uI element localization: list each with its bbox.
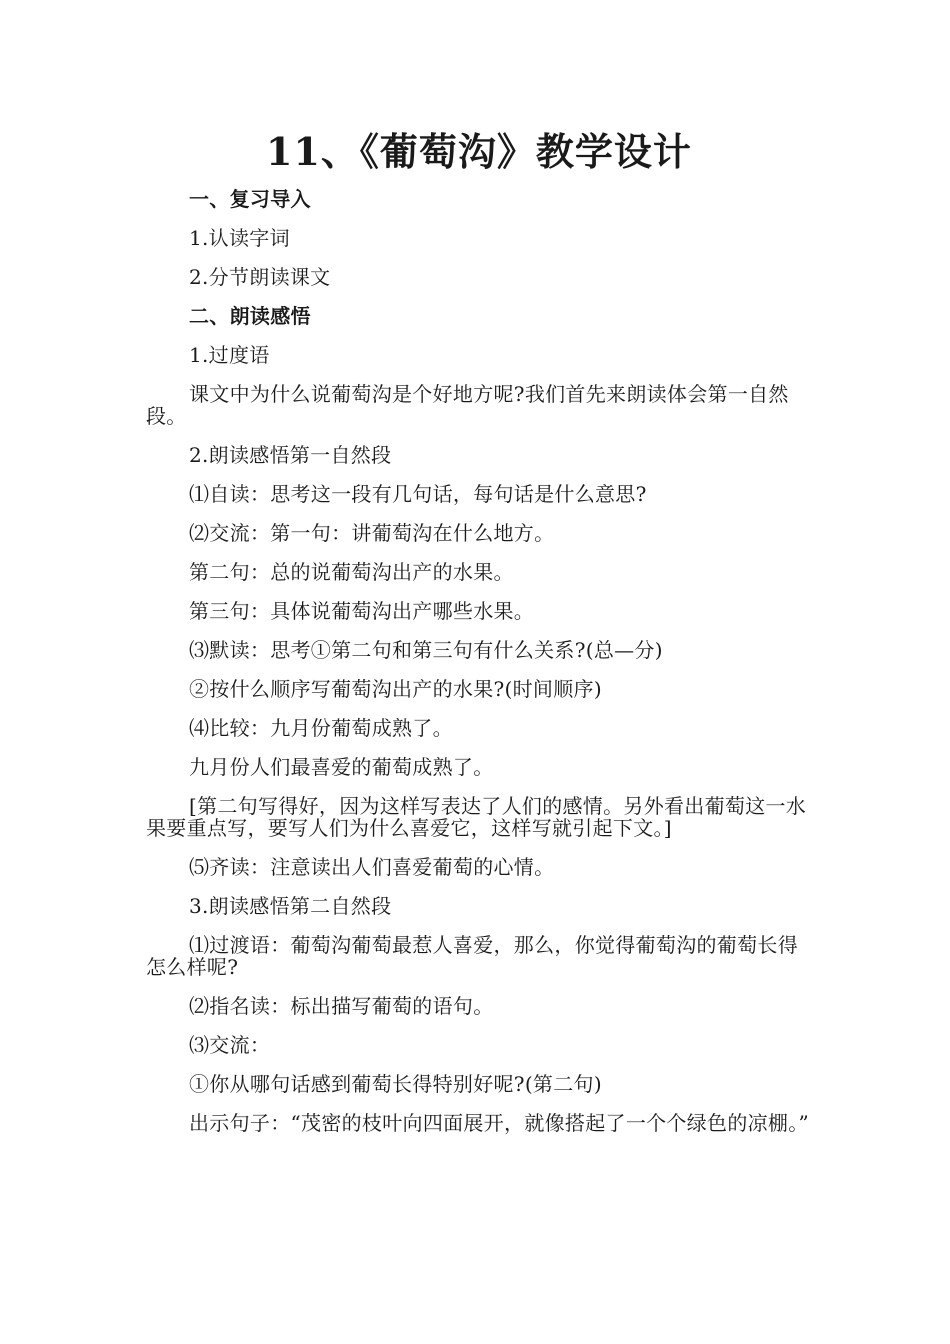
body-paragraph: 出示句子：“茂密的枝叶向四面展开，就像搭起了一个个绿色的凉棚。” — [189, 1111, 810, 1135]
document-body — [146, 188, 812, 1134]
body-paragraph: 2.分节朗读课文 — [189, 265, 331, 289]
body-paragraph: ⑶默读：思考①第二句和第三句有什么关系?(总—分) — [189, 638, 663, 662]
section-heading: 二、朗读感悟 — [189, 304, 311, 328]
body-paragraph: 1.过度语 — [189, 343, 270, 367]
body-paragraph: ⑸齐读：注意读出人们喜爱葡萄的心情。 — [189, 855, 555, 879]
body-paragraph: ⑶交流： — [189, 1033, 271, 1057]
body-paragraph: 3.朗读感悟第二自然段 — [189, 894, 392, 918]
section-heading: 一、复习导入 — [189, 187, 311, 211]
body-paragraph: 九月份人们最喜爱的葡萄成熟了。 — [189, 755, 494, 779]
body-paragraph: ⑷比较：九月份葡萄成熟了。 — [189, 716, 453, 740]
document-title: 11、《葡萄沟》教学设计 — [266, 129, 692, 174]
document-page — [146, 124, 812, 1151]
body-paragraph: 1.认读字词 — [189, 226, 290, 250]
body-paragraph: 第三句：具体说葡萄沟出产哪些水果。 — [189, 599, 535, 623]
body-paragraph: ②按什么顺序写葡萄沟出产的水果?(时间顺序) — [189, 677, 602, 701]
body-paragraph: ⑵指名读：标出描写葡萄的语句。 — [189, 994, 494, 1018]
body-paragraph: ①你从哪句话感到葡萄长得特别好呢?(第二句) — [189, 1072, 602, 1096]
body-paragraph: ⑴过渡语：葡萄沟葡萄最惹人喜爱，那么，你觉得葡萄沟的葡萄长得怎么样呢? — [146, 933, 798, 979]
body-paragraph: ⑴自读：思考这一段有几句话，每句话是什么意思? — [189, 482, 647, 506]
body-paragraph: ⑵交流：第一句：讲葡萄沟在什么地方。 — [189, 521, 555, 545]
body-paragraph: [第二句写得好，因为这样写表达了人们的感情。另外看出葡萄这一水果要重点写，要写人们为什么喜爱它，这样写就引起下文。] — [146, 794, 807, 840]
body-paragraph: 第二句：总的说葡萄沟出产的水果。 — [189, 560, 514, 584]
body-paragraph: 2.朗读感悟第一自然段 — [189, 443, 392, 467]
body-paragraph: 课文中为什么说葡萄沟是个好地方呢?我们首先来朗读体会第一自然段。 — [146, 382, 789, 428]
